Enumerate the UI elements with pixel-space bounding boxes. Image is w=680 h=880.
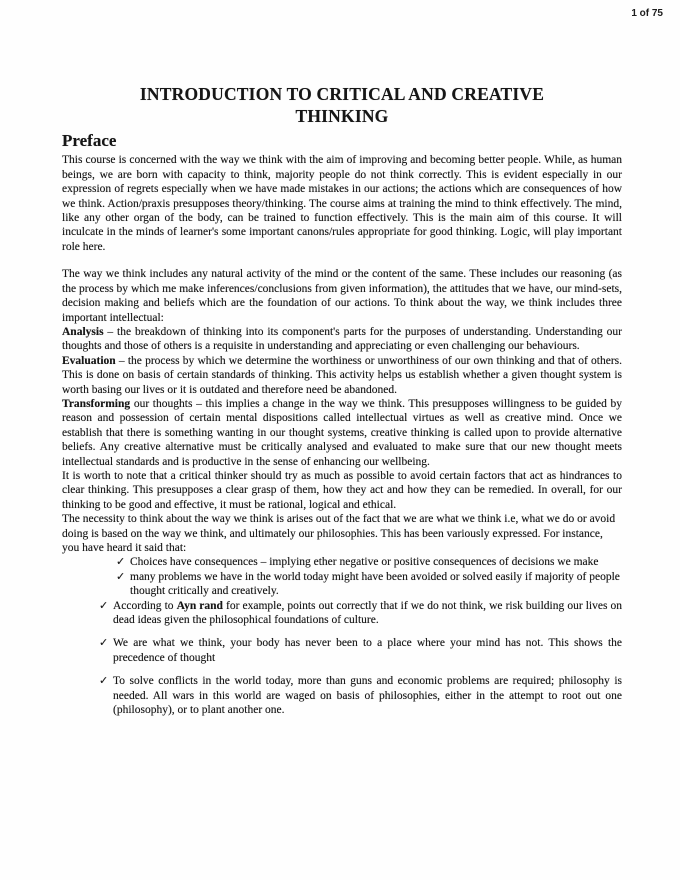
bullet-item: [62, 636, 622, 665]
text-run: many problems we have in the world today might have been avoided or solved easily if majority of people thought critically and creatively.: [130, 570, 620, 598]
text-run: It is worth to note that a critical thinker should try as much as possible to avoid certain factors that act as hindrances to clear thinking. This presupposes a clear grasp of them, how they act and how they can be remedied. In overall, for our thinking to be good and effective, it must be rational, logical and ethical.: [62, 469, 622, 511]
document-body: [62, 84, 622, 717]
text-run: – the breakdown of thinking into its component's parts for the purposes of understanding. Understanding our thoughts and those of others is a requisite in understanding and appreciating or even challenging our behaviours.: [62, 325, 622, 353]
checkmark-icon: ✓: [116, 555, 126, 569]
paragraph: [62, 469, 622, 512]
paragraph: [62, 512, 622, 555]
bullet-item: [62, 599, 622, 628]
text-run: – the process by which we determine the worthiness or unworthiness of our own thinking and that of others. This is done on basis of certain standards of thinking. This activity helps us establish whether a given thought system is worth basing our lives or it is outdated and therefore need be abandoned.: [62, 354, 622, 396]
bullet-item: [62, 570, 622, 599]
text-run: The necessity to think about the way we think is arises out of the fact that we are what we think i.e, what we do or avoid doing is based on the way we think, and ultimately our philosophies. This has been variously expressed. For instance, you have heard it said that:: [62, 513, 616, 554]
text-run: We are what we think, your body has never been to a place where your mind has not. This shows the precedence of thought: [113, 637, 622, 664]
text-run: This course is concerned with the way we think with the aim of improving and becoming better people. While, as human beings, we are born with capacity to think, majority people do not think correctly. This is evident especially in our expression of regrets especially when we have made mistakes in our actions; the actions which are consequences of how we think. Action/praxis presupposes theory/thinking. The course aims at training the mind to think effectively. The mind, like any other organ of the body, can be trained to function effectively. This is the main aim of this course. It will inculcate in the minds of learner's some important canons/rules appropriate for good thinking. Logic, will play important role here.: [62, 154, 622, 253]
text-run: To solve conflicts in the world today, more than guns and economic problems are required; philosophy is needed. All wars in this world are waged on basis of philosophies, either in the attempt to root out one (philosophy), or to plant another one.: [113, 675, 622, 717]
paragraph: [62, 153, 622, 254]
paragraph: [62, 397, 622, 469]
doc-title: INTRODUCTION TO CRITICAL AND CREATIVE THINKING: [139, 84, 545, 126]
text-run: for example, points out correctly that if we do not think, we risk building our lives on dead ideas given the philosophical foundations of culture.: [113, 599, 623, 627]
section-heading: Preface: [62, 130, 117, 150]
bold-text: Analysis: [62, 325, 104, 338]
bullet-item: [62, 555, 622, 569]
paragraph: [62, 354, 622, 397]
paragraph: [62, 267, 622, 325]
paragraph: [62, 325, 622, 354]
text-run: our thoughts – this implies a change in the way we think. This presupposes willingness to be guided by reason and possession of certain mental dispositions called intellectual virtues as well as creative mind. Once we establish that there is something wanting in our thought systems, creative thinking is called upon to provide alternative beliefs. Any creative alternative must be critically analysed and evaluated to make sure that our new thought meets intellectual standards and is productive in the sense of enhancing our wellbeing.: [62, 397, 622, 468]
page-indicator: 1 of 75: [631, 8, 663, 19]
text-run: Choices have consequences – implying ether negative or positive consequences of decisions we make: [130, 556, 599, 569]
bullet-item: [62, 674, 622, 717]
bold-text: Transforming: [62, 397, 131, 410]
text-run: According to: [113, 599, 177, 612]
checkmark-icon: ✓: [99, 598, 109, 612]
checkmark-icon: ✓: [99, 636, 109, 650]
checkmark-icon: ✓: [99, 674, 109, 688]
checkmark-icon: ✓: [116, 569, 126, 583]
bold-text: Ayn rand: [176, 599, 223, 612]
body-content: [62, 153, 622, 717]
bold-text: Evaluation: [62, 354, 116, 367]
text-run: The way we think includes any natural activity of the mind or the content of the same. These includes our reasoning (as the process by which me make inferences/conclusions from given information), the attitudes that we have, our mind-sets, decision making and beliefs which are the foundation of our actions. To think about the way, we think includes three important intellectual:: [62, 268, 622, 324]
